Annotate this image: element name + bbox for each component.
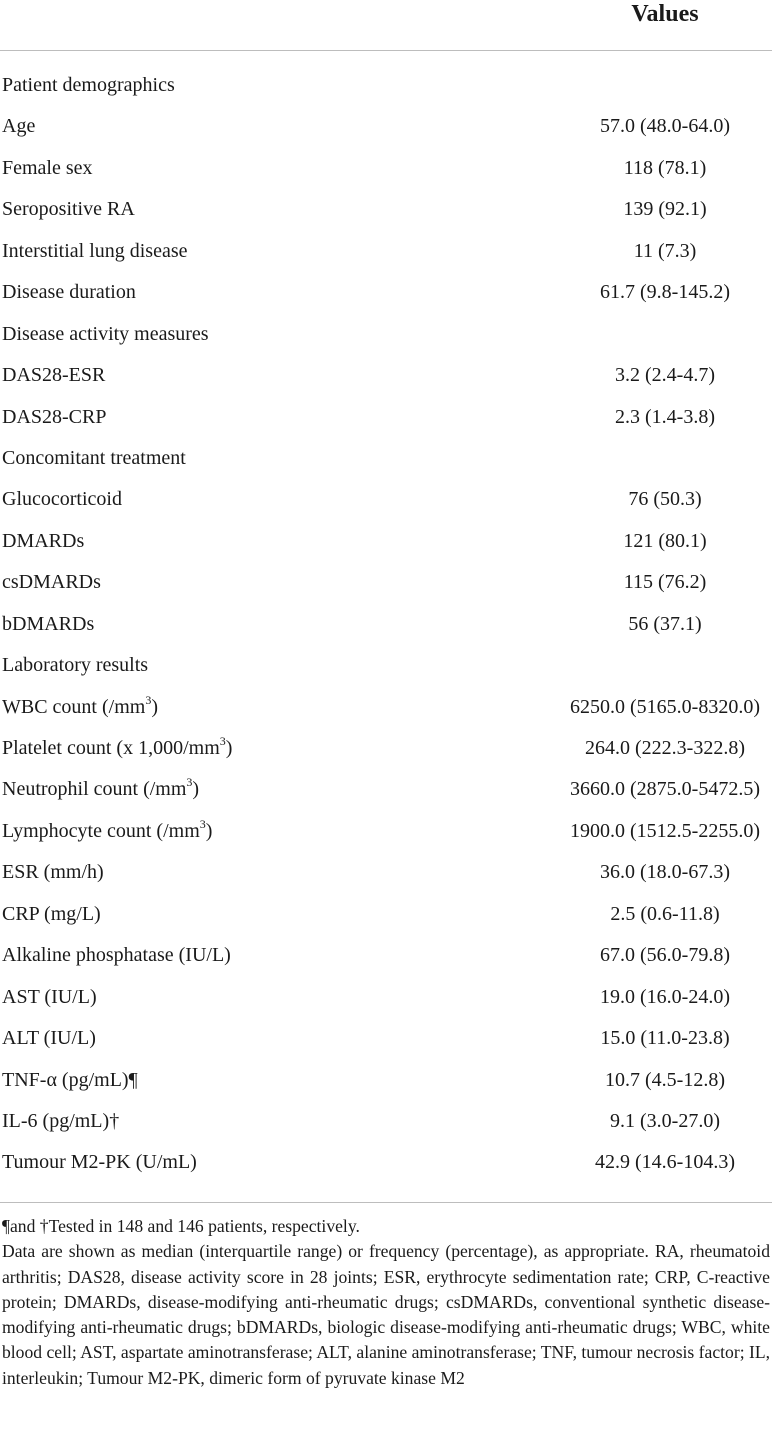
row-label-text: Tumour M2-PK (U/mL) — [2, 1151, 197, 1174]
row-label-text: Disease duration — [2, 281, 136, 304]
table-row — [0, 688, 772, 729]
row-label-suffix: ) — [151, 695, 158, 718]
table-header-row — [0, 0, 772, 51]
row-label-text: Alkaline phosphatase (IU/L) — [2, 944, 231, 967]
row-label — [2, 571, 101, 594]
row-value: 10.7 (4.5-12.8) — [605, 1068, 725, 1091]
row-value: 2.3 (1.4-3.8) — [615, 405, 715, 428]
row-value: 67.0 (56.0-79.8) — [600, 944, 730, 967]
row-label-text: Seropositive RA — [2, 198, 135, 221]
table-row — [0, 605, 772, 646]
row-label-text: WBC count (/mm — [2, 695, 146, 718]
row-label-suffix: ) — [192, 778, 200, 801]
table-row — [0, 563, 772, 604]
table-row — [0, 895, 772, 936]
row-label — [2, 861, 104, 884]
table-row — [0, 66, 772, 107]
table-row — [0, 1143, 772, 1184]
table-row — [0, 398, 772, 439]
row-label — [2, 1069, 138, 1092]
row-label — [2, 1151, 197, 1174]
row-label-text: Glucocorticoid — [2, 488, 122, 511]
table-row — [0, 812, 772, 853]
row-label — [2, 1027, 96, 1050]
row-label — [2, 944, 231, 967]
row-label-text: DAS28-CRP — [2, 405, 107, 428]
row-label-text: Interstitial lung disease — [2, 239, 188, 262]
table-row — [0, 1019, 772, 1060]
table-row — [0, 232, 772, 273]
row-label-text: Age — [2, 115, 36, 138]
row-label-text: DAS28-ESR — [2, 364, 106, 387]
table-row — [0, 315, 772, 356]
row-label-text: Concomitant treatment — [2, 446, 186, 469]
row-label — [2, 74, 175, 97]
row-label-text: Disease activity measures — [2, 322, 209, 345]
table-row — [0, 936, 772, 977]
row-label — [2, 364, 105, 387]
row-value: 118 (78.1) — [623, 156, 707, 179]
table-row — [0, 853, 772, 894]
table-row — [0, 190, 772, 231]
table-row — [0, 1061, 772, 1102]
table-row — [0, 729, 772, 770]
row-label-text: Platelet count (x 1,000/mm — [2, 737, 220, 759]
row-value: 3660.0 (2875.0-5472.5) — [570, 778, 760, 801]
row-label — [2, 406, 106, 429]
table-row — [0, 770, 772, 811]
table-row — [0, 356, 772, 397]
row-label — [2, 613, 94, 636]
row-value: 3.2 (2.4-4.7) — [615, 364, 715, 387]
row-label-text: Female sex — [2, 156, 93, 179]
row-label-superscript: 3 — [186, 775, 193, 790]
row-label — [2, 775, 200, 801]
row-value: 57.0 (48.0-64.0) — [600, 115, 730, 138]
table-row — [0, 978, 772, 1019]
row-label — [2, 323, 209, 346]
table-row — [0, 646, 772, 687]
table-row — [0, 149, 772, 190]
table-row — [0, 1102, 772, 1143]
abbreviations-footnote: Data are shown as median (interquartile range) or frequency (percentage), as appropriate. RA, rheumatoid arthritis; DAS28, disease activity score in 28 joints; ESR, erythrocyte sedimentation rate; CRP, C-reactive protein; DMARDs, disease-modifying anti-rheumatic drugs; csDMARDs, conventional synthetic disease-modifying anti-rheumatic drugs; bDMARDs, biologic disease-modifying anti-rheumatic drugs; WBC, white blood cell; AST, aspartate aminotransferase; ALT, alanine aminotransferase; TNF, tumour necrosis factor; IL, interleukin; Tumour M2-PK, dimeric form of pyruvate kinase M2 — [2, 1241, 770, 1388]
row-label — [2, 1110, 119, 1133]
row-label — [2, 281, 136, 304]
row-label-text: IL-6 (pg/mL)† — [2, 1109, 120, 1132]
row-label-text: ALT (IU/L) — [2, 1027, 96, 1050]
row-value: 2.5 (0.6-11.8) — [610, 902, 720, 925]
table-row — [0, 273, 772, 314]
row-label-superscript: 3 — [145, 692, 152, 707]
table-row — [0, 439, 772, 480]
row-value: 139 (92.1) — [623, 198, 707, 221]
row-label-text: Lymphocyte count (/mm — [2, 819, 200, 842]
row-value: 121 (80.1) — [623, 529, 707, 552]
table-footnotes — [2, 1214, 770, 1391]
row-label-text: ESR (mm/h) — [2, 861, 104, 884]
row-value: 36.0 (18.0-67.3) — [600, 861, 730, 884]
row-label-text: bDMARDs — [2, 612, 95, 635]
row-label-suffix: ) — [205, 819, 213, 842]
row-value: 56 (37.1) — [628, 612, 702, 635]
row-label — [2, 488, 122, 511]
row-value: 115 (76.2) — [623, 571, 707, 594]
row-label — [2, 447, 186, 470]
row-label-text: csDMARDs — [2, 571, 101, 594]
row-label — [2, 240, 188, 263]
row-label-text: DMARDs — [2, 529, 85, 552]
row-label — [2, 530, 84, 553]
row-value: 6250.0 (5165.0-8320.0) — [570, 695, 760, 718]
table-bottom-rule — [0, 1202, 772, 1203]
row-label — [2, 692, 158, 719]
row-label-superscript: 3 — [219, 734, 226, 748]
row-value: 9.1 (3.0-27.0) — [610, 1109, 720, 1132]
row-label-text: Neutrophil count (/mm — [2, 778, 187, 801]
row-label — [2, 157, 93, 180]
row-label-text: CRP (mg/L) — [2, 902, 101, 925]
row-value: 264.0 (222.3-322.8) — [585, 737, 745, 759]
row-value: 61.7 (9.8-145.2) — [600, 281, 730, 304]
tested-footnote: ¶and †Tested in 148 and 146 patients, respectively. — [2, 1216, 360, 1236]
row-label — [2, 654, 148, 677]
table-row — [0, 522, 772, 563]
row-label-text: Laboratory results — [2, 654, 149, 677]
row-label — [2, 986, 97, 1009]
row-label — [2, 115, 35, 138]
row-value: 19.0 (16.0-24.0) — [600, 985, 730, 1008]
row-label — [2, 198, 135, 221]
row-label — [2, 816, 213, 843]
row-value: 76 (50.3) — [628, 488, 702, 511]
row-label-superscript: 3 — [199, 816, 206, 831]
row-value: 42.9 (14.6-104.3) — [595, 1151, 735, 1174]
table-body — [0, 66, 772, 1185]
values-column-header: Values — [631, 1, 699, 27]
row-label-text: TNF-α (pg/mL)¶ — [2, 1068, 138, 1091]
row-label — [2, 734, 233, 760]
row-value: 15.0 (11.0-23.8) — [600, 1027, 730, 1050]
table-row — [0, 107, 772, 148]
row-value: 1900.0 (1512.5-2255.0) — [570, 819, 760, 842]
table-row — [0, 480, 772, 521]
row-label — [2, 903, 101, 926]
row-value: 11 (7.3) — [633, 239, 697, 262]
row-label-text: Patient demographics — [2, 74, 175, 96]
row-label-suffix: ) — [225, 737, 233, 759]
row-label-text: AST (IU/L) — [2, 985, 97, 1008]
